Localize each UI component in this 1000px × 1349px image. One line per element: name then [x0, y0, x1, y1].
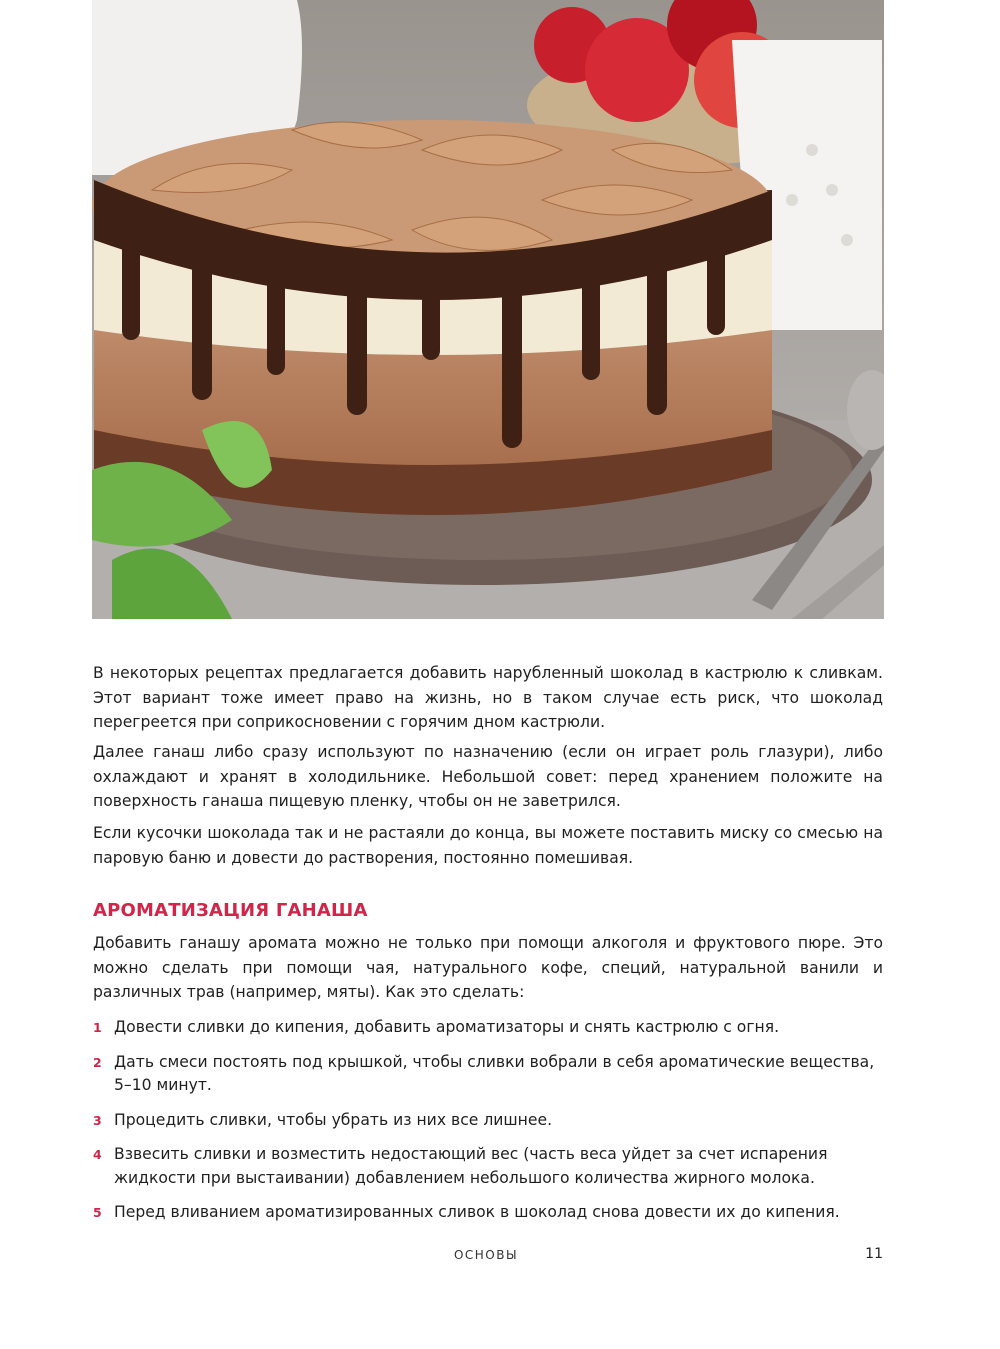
step-number: 5 — [93, 1205, 102, 1220]
paragraph-1: В некоторых рецептах предлагается добавить нарубленный шоколад в кастрюлю к сливкам. Этот вариант тоже имеет право на жизнь, но в таком случае есть риск, что шоколад перегреется при соприкосновении с горячим дном кастрюли. — [93, 664, 883, 731]
step-text: Довести сливки до кипения, добавить ароматизаторы и снять кастрюлю с огня. — [114, 1018, 780, 1036]
step-number: 1 — [93, 1020, 102, 1035]
list-item — [93, 1016, 883, 1040]
list-item — [93, 1143, 883, 1190]
step-number: 4 — [93, 1147, 102, 1162]
paragraph-2: Далее ганаш либо сразу используют по назначению (если он играет роль глазури), либо охлаждают и хранят в холодильнике. Небольшой совет: перед хранением положите на поверхность ганаша пищевую пленку, чтобы он не заветрился. — [93, 743, 883, 810]
list-item — [93, 1051, 883, 1098]
step-text: Дать смеси постоять под крышкой, чтобы сливки вобрали в себя ароматические вещества, 5–10 минут. — [114, 1052, 875, 1094]
step-text: Взвесить сливки и возместить недостающий вес (часть веса уйдет за счет испарения жидкости при выстаивании) добавлением небольшого количества жирного молока. — [114, 1145, 828, 1187]
step-number: 3 — [93, 1112, 102, 1128]
steps-list — [93, 1016, 883, 1236]
page-number: 11 — [865, 1246, 883, 1262]
list-item — [93, 1109, 883, 1133]
step-text: Процедить сливки, чтобы убрать из них все лишнее. — [114, 1110, 553, 1129]
section-heading: АРОМАТИЗАЦИЯ ГАНАША — [93, 900, 368, 921]
section-intro: Добавить ганашу аромата можно не только при помощи алкоголя и фруктового пюре. Это можно сделать при помощи чая, натурального кофе, специй, натуральной ванили и различных трав (например, мяты). Как это сделать: — [93, 934, 883, 1001]
paragraph-3: Если кусочки шоколада так и не растаяли до конца, вы можете поставить миску со смесью на паровую баню и довести до растворения, постоянно помешивая. — [93, 824, 883, 867]
cake-photo — [92, 0, 884, 619]
step-number: 2 — [93, 1054, 102, 1070]
list-item — [93, 1201, 883, 1225]
step-text: Перед вливанием ароматизированных сливок в шоколад снова довести их до кипения. — [114, 1203, 840, 1221]
footer-section-label: ОСНОВЫ — [453, 1248, 519, 1262]
